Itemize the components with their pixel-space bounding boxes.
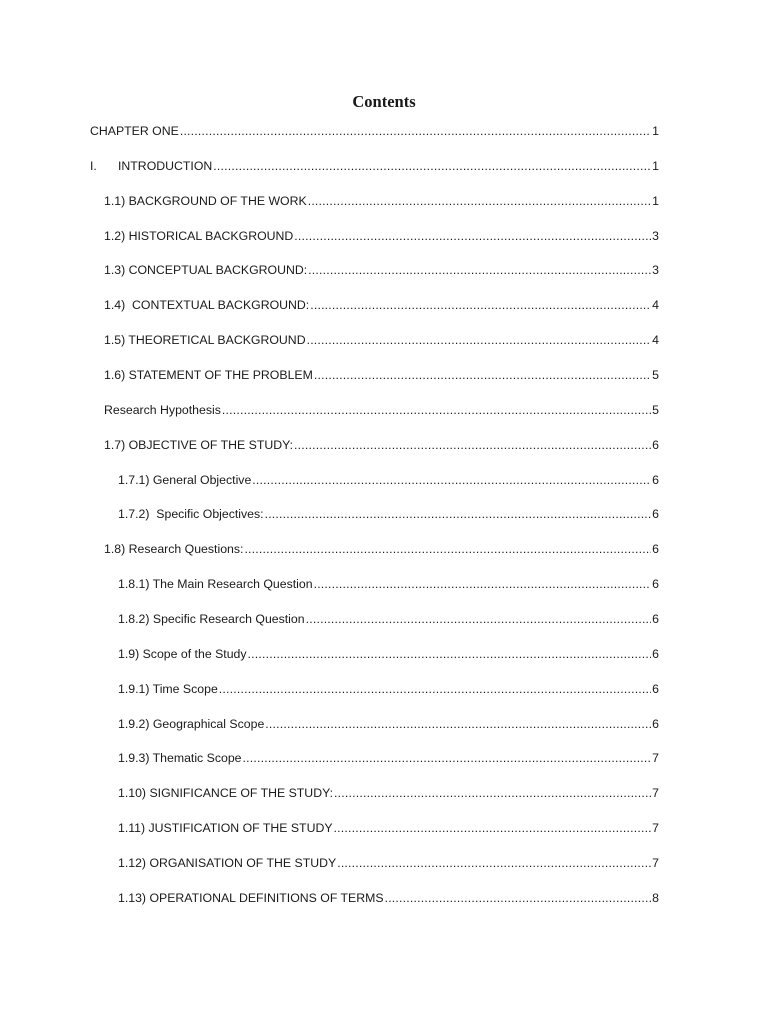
- toc-entry[interactable]: [118, 505, 659, 523]
- toc-entry-page-number: 1: [652, 158, 659, 173]
- toc-entry[interactable]: [104, 366, 659, 384]
- dot-leader: [180, 122, 651, 140]
- toc-entry-page-number: 6: [652, 646, 659, 661]
- toc-entry[interactable]: [118, 471, 659, 489]
- dot-leader: [294, 227, 651, 245]
- dot-leader: [334, 819, 652, 837]
- dot-leader: [385, 889, 652, 907]
- toc-entry-label: 1.8.2) Specific Research Question: [118, 611, 305, 626]
- toc-entry-number: I.: [90, 158, 97, 173]
- toc-entry-page-number: 6: [652, 437, 659, 452]
- toc-entry-page-number: 6: [652, 577, 659, 591]
- toc-entry-page-number: 6: [652, 542, 659, 557]
- dot-leader: [306, 610, 652, 628]
- toc-entry[interactable]: [118, 819, 659, 837]
- dot-leader: [308, 192, 651, 210]
- toc-entry-label: 1.11) JUSTIFICATION OF THE STUDY: [118, 821, 333, 835]
- toc-entry-label: 1.8) Research Questions:: [104, 542, 244, 557]
- toc-entry-label: 1.8.1) The Main Research Question: [118, 577, 313, 591]
- toc-entry[interactable]: [90, 157, 659, 175]
- dot-leader: [219, 680, 651, 698]
- dot-leader: [248, 645, 652, 663]
- toc-entry-label: 1.9) Scope of the Study: [118, 646, 247, 661]
- toc-entry-page-number: 5: [652, 402, 659, 417]
- toc-entry-label: 1.2) HISTORICAL BACKGROUND: [104, 228, 294, 243]
- toc-entry-label: 1.7.1) General Objective: [118, 472, 252, 487]
- dot-leader: [310, 296, 651, 314]
- toc-entry-label: CHAPTER ONE: [90, 124, 179, 138]
- toc-entry-page-number: 4: [652, 298, 659, 313]
- toc-entry[interactable]: [90, 122, 659, 140]
- toc-title: Contents: [352, 92, 416, 111]
- toc-entry[interactable]: [104, 192, 659, 210]
- toc-entry[interactable]: [118, 715, 659, 733]
- toc-entry[interactable]: [104, 401, 659, 419]
- toc-entry-page-number: 1: [652, 193, 659, 208]
- toc-entry-label: 1.12) ORGANISATION OF THE STUDY: [118, 855, 337, 870]
- toc-entry-label: 1.7.2) Specific Objectives:: [118, 507, 264, 522]
- toc-entry-page-number: 6: [652, 611, 659, 626]
- toc-entry[interactable]: [118, 610, 659, 628]
- toc-entry-page-number: 8: [652, 890, 659, 905]
- toc-entry-page-number: 3: [652, 263, 659, 278]
- dot-leader: [314, 366, 651, 384]
- toc-entry[interactable]: [104, 540, 659, 558]
- dot-leader: [222, 401, 651, 419]
- toc-entry-page-number: 7: [652, 786, 659, 801]
- toc-entry[interactable]: [118, 645, 659, 663]
- toc-entry[interactable]: [118, 784, 659, 802]
- toc-entry-page-number: 7: [652, 751, 659, 766]
- toc-entry-label: 1.5) THEORETICAL BACKGROUND: [104, 333, 306, 348]
- toc-entry[interactable]: [104, 331, 659, 349]
- toc-entry[interactable]: [104, 261, 659, 279]
- toc-entry-page-number: 1: [652, 124, 659, 138]
- toc-entry[interactable]: [118, 749, 659, 767]
- dot-leader: [213, 157, 651, 175]
- toc-entry[interactable]: [118, 889, 659, 907]
- toc-entry-page-number: 6: [652, 472, 659, 487]
- toc-entry-label: 1.3) CONCEPTUAL BACKGROUND:: [104, 263, 308, 278]
- toc-entry[interactable]: [104, 227, 659, 245]
- dot-leader: [252, 471, 651, 489]
- toc-entry-page-number: 3: [652, 228, 659, 243]
- dot-leader: [314, 575, 652, 593]
- toc-entry-label: 1.4) CONTEXTUAL BACKGROUND:: [104, 298, 310, 313]
- toc-entry-label: 1.13) OPERATIONAL DEFINITIONS OF TERMS: [118, 890, 384, 905]
- toc-entry-label: 1.9.1) Time Scope: [118, 681, 218, 696]
- toc-entry-page-number: 6: [652, 507, 659, 522]
- toc-entry-page-number: 7: [652, 855, 659, 870]
- toc-entry[interactable]: [118, 854, 659, 872]
- toc-entry[interactable]: [118, 575, 659, 593]
- toc-entry[interactable]: [104, 296, 659, 314]
- dot-leader: [265, 715, 651, 733]
- dot-leader: [307, 331, 652, 349]
- dot-leader: [337, 854, 651, 872]
- toc-entry-label: 1.10) SIGNIFICANCE OF THE STUDY:: [118, 786, 334, 801]
- toc-entry-label: INTRODUCTION: [118, 158, 213, 173]
- toc-entry[interactable]: [118, 680, 659, 698]
- toc-entry-label: 1.7) OBJECTIVE OF THE STUDY:: [104, 437, 294, 452]
- toc-entry-label: 1.6) STATEMENT OF THE PROBLEM: [104, 368, 313, 382]
- dot-leader: [294, 436, 651, 454]
- toc-entry-label: 1.9.2) Geographical Scope: [118, 716, 265, 731]
- toc-entry-page-number: 7: [652, 821, 659, 835]
- dot-leader: [244, 540, 651, 558]
- dot-leader: [308, 261, 651, 279]
- toc-entry-label: Research Hypothesis: [104, 402, 221, 417]
- toc-entry-page-number: 6: [652, 716, 659, 731]
- dot-leader: [265, 505, 652, 523]
- dot-leader: [334, 784, 651, 802]
- toc-entry-page-number: 6: [652, 681, 659, 696]
- toc-entry[interactable]: [104, 436, 659, 454]
- toc-entry-page-number: 5: [652, 368, 659, 382]
- toc-entry-label: 1.1) BACKGROUND OF THE WORK: [104, 193, 307, 208]
- toc-entry-label: 1.9.3) Thematic Scope: [118, 751, 242, 766]
- dot-leader: [243, 749, 652, 767]
- toc-entry-page-number: 4: [652, 333, 659, 348]
